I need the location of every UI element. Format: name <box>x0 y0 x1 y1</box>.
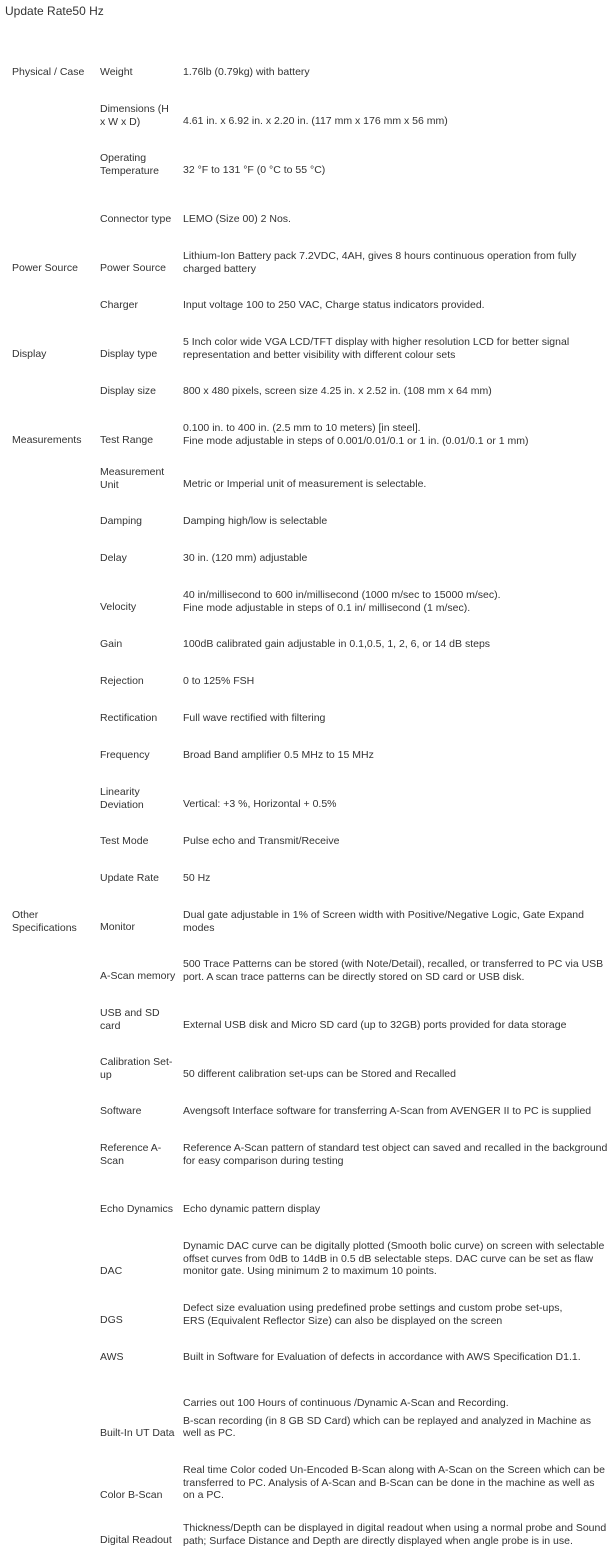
spec-value-text: Defect size evaluation using predefined probe settings and custom probe set-ups, ERS (Equivalent Reflector Size) can also be displayed on the screen <box>183 1302 563 1327</box>
spec-value <box>183 712 608 725</box>
spec-row <box>0 1286 614 1335</box>
spec-label: Software <box>100 1105 142 1117</box>
spec-value <box>183 909 608 934</box>
spec-value-text: Carries out 100 Hours of continuous /Dynamic A-Scan and Recording. <box>183 1397 509 1409</box>
spec-row <box>0 942 614 991</box>
spec-row <box>0 1372 614 1448</box>
spec-label: Weight <box>100 66 133 78</box>
spec-value-text: Thickness/Depth can be displayed in digital readout when using a normal probe and Sound path; Surface Distance and Depth are directly displayed when angle probe is in use. <box>183 1522 607 1547</box>
spec-row <box>0 1040 614 1089</box>
spec-label: USB and SD card <box>100 1007 160 1032</box>
spec-value-text: 5 Inch color wide VGA LCD/TFT display with higher resolution LCD for better signal representation and better visibility with different colour sets <box>183 336 570 361</box>
spec-category: Physical / Case <box>12 66 85 78</box>
spec-label: Monitor <box>100 921 136 933</box>
spec-value <box>183 958 608 983</box>
spec-label: Echo Dynamics <box>100 1203 173 1215</box>
spec-label: AWS <box>100 1351 124 1363</box>
spec-value-text: 0 to 125% FSH <box>183 675 255 687</box>
spec-row <box>0 622 614 659</box>
spec-row <box>0 136 614 185</box>
spec-row <box>0 1126 614 1175</box>
spec-row <box>0 455 614 499</box>
spec-value-text: Dynamic DAC curve can be digitally plotted (Smooth bolic curve) on screen with selectable offset curves from 0dB to 14dB in 0.5 dB selectable steps. DAC curve can be set as flaw monitor gate. Using minimum 2 to maximum 10 points. <box>183 1240 605 1277</box>
spec-value-text: Dual gate adjustable in 1% of Screen width with Positive/Negative Logic, Gate Expand modes <box>183 909 584 934</box>
spec-value <box>183 1105 608 1118</box>
spec-value-text: Real time Color coded Un-Encoded B-Scan along with A-Scan on the Screen which can be transferred to PC. Analysis of A-Scan and B-Scan can be done in the machine as well as on a PC. <box>183 1464 605 1501</box>
spec-row <box>0 733 614 770</box>
spec-value-text: Echo dynamic pattern display <box>183 1203 321 1215</box>
spec-label: A-Scan memory <box>100 970 176 982</box>
spec-label: Connector type <box>100 213 172 225</box>
spec-category: Measurements <box>12 434 82 446</box>
spec-row <box>0 659 614 696</box>
spec-value-text: Pulse echo and Transmit/Receive <box>183 835 340 847</box>
spec-label: Damping <box>100 515 143 527</box>
spec-value <box>183 872 608 885</box>
spec-row <box>0 185 614 234</box>
spec-category: Other Specifications <box>12 909 77 934</box>
spec-label: Update Rate <box>100 872 159 884</box>
spec-value <box>183 1142 608 1167</box>
spec-row <box>0 234 614 283</box>
spec-value <box>183 675 608 688</box>
spec-value-text: Input voltage 100 to 250 VAC, Charge status indicators provided. <box>183 299 485 311</box>
spec-label: Rectification <box>100 712 158 724</box>
spec-row <box>0 406 614 455</box>
spec-value <box>183 589 608 614</box>
spec-label: Display type <box>100 348 158 360</box>
spec-label: Test Range <box>100 434 154 446</box>
spec-value-text: Full wave rectified with filtering <box>183 712 326 724</box>
spec-value <box>183 552 608 565</box>
spec-label: Gain <box>100 638 123 650</box>
spec-value-text: 500 Trace Patterns can be stored (with Note/Detail), recalled, or transferred to PC via USB port. A scan trace patterns can be directly stored on SD card or USB disk. <box>183 958 604 983</box>
spec-value <box>183 1019 608 1032</box>
spec-value-text: 4.61 in. x 6.92 in. x 2.20 in. (117 mm x 176 mm x 56 mm) <box>183 115 448 127</box>
spec-value-text: 32 °F to 131 °F (0 °C to 55 °C) <box>183 164 326 176</box>
spec-label: Color B-Scan <box>100 1489 163 1501</box>
spec-row <box>0 87 614 136</box>
spec-value-text: External USB disk and Micro SD card (up to 32GB) ports provided for data storage <box>183 1019 567 1031</box>
spec-value-text: Built in Software for Evaluation of defects in accordance with AWS Specification D1.1. <box>183 1351 581 1363</box>
spec-value <box>183 478 608 491</box>
spec-row <box>0 1335 614 1372</box>
spec-row <box>0 1224 614 1286</box>
spec-value <box>183 1522 608 1547</box>
spec-row <box>0 1175 614 1224</box>
spec-value <box>183 250 608 275</box>
spec-value-text: 30 in. (120 mm) adjustable <box>183 552 308 564</box>
spec-value <box>183 1397 608 1440</box>
spec-value <box>183 299 608 312</box>
spec-value <box>183 749 608 762</box>
spec-label: Test Mode <box>100 835 149 847</box>
spec-value <box>183 1302 608 1327</box>
spec-label: DAC <box>100 1265 123 1277</box>
spec-label: Velocity <box>100 601 137 613</box>
spec-row <box>0 856 614 893</box>
spec-row <box>0 819 614 856</box>
spec-value-text: Damping high/low is selectable <box>183 515 328 527</box>
spec-label: Built-In UT Data <box>100 1427 175 1439</box>
spec-value-text: Lithium-Ion Battery pack 7.2VDC, 4AH, gives 8 hours continuous operation from fully charged battery <box>183 250 577 275</box>
spec-value <box>183 1464 608 1502</box>
spec-value <box>183 1351 608 1364</box>
spec-value <box>183 213 608 226</box>
spec-label: Reference A-Scan <box>100 1142 162 1167</box>
spec-row <box>0 1510 614 1555</box>
spec-value <box>183 164 608 177</box>
spec-value <box>183 638 608 651</box>
spec-row <box>0 499 614 536</box>
spec-value <box>183 515 608 528</box>
spec-row <box>0 573 614 622</box>
spec-value-text: B-scan recording (in 8 GB SD Card) which can be replayed and analyzed in Machine as well as PC. <box>183 1414 591 1439</box>
spec-row <box>0 696 614 733</box>
spec-row <box>0 893 614 942</box>
spec-row <box>0 991 614 1040</box>
spec-category: Power Source <box>12 262 78 274</box>
spec-value <box>183 1068 608 1081</box>
spec-value-text: 50 different calibration set-ups can be Stored and Recalled <box>183 1068 456 1080</box>
spec-row <box>0 1089 614 1126</box>
page-title-value: 50 Hz <box>72 4 104 18</box>
spec-value <box>183 798 608 811</box>
spec-row <box>0 369 614 406</box>
spec-category: Display <box>12 348 47 360</box>
spec-label: Charger <box>100 299 138 311</box>
spec-value <box>183 1203 608 1216</box>
spec-label: Digital Readout <box>100 1534 172 1546</box>
page-title <box>5 3 104 19</box>
spec-value-text: LEMO (Size 00) 2 Nos. <box>183 213 291 225</box>
spec-value-text: 50 Hz <box>183 872 211 884</box>
spec-value <box>183 385 608 398</box>
spec-row <box>0 283 614 320</box>
spec-value-text: Broad Band amplifier 0.5 MHz to 15 MHz <box>183 749 374 761</box>
spec-label: Display size <box>100 385 157 397</box>
spec-value-text: 0.100 in. to 400 in. (2.5 mm to 10 meters) [in steel]. Fine mode adjustable in steps of 0.001/0.01/0.1 or 1 in. (0.01/0.1 or 1 mm) <box>183 422 529 447</box>
spec-value-text: Avengsoft Interface software for transferring A-Scan from AVENGER II to PC is supplied <box>183 1105 592 1117</box>
spec-label: Linearity Deviation <box>100 786 144 811</box>
spec-row <box>0 38 614 87</box>
spec-label: Power Source <box>100 262 166 274</box>
spec-value <box>183 1240 608 1278</box>
spec-label: Frequency <box>100 749 150 761</box>
spec-label: Rejection <box>100 675 144 687</box>
spec-value-text: 40 in/millisecond to 600 in/millisecond (1000 m/sec to 15000 m/sec). Fine mode adjustable in steps of 0.1 in/ millisecond (1 m/sec). <box>183 589 501 614</box>
spec-label: Dimensions (H x W x D) <box>100 103 169 128</box>
spec-value-text: Reference A-Scan pattern of standard test object can saved and recalled in the background for easy comparison during testing <box>183 1142 608 1167</box>
spec-row <box>0 536 614 573</box>
spec-value-text: Metric or Imperial unit of measurement is selectable. <box>183 478 427 490</box>
spec-value <box>183 115 608 128</box>
spec-label: Operating Temperature <box>100 152 159 177</box>
spec-value-text: Vertical: +3 %, Horizontal + 0.5% <box>183 798 337 810</box>
spec-value <box>183 336 608 361</box>
spec-value <box>183 66 608 79</box>
spec-value-text: 800 x 480 pixels, screen size 4.25 in. x 2.52 in. (108 mm x 64 mm) <box>183 385 492 397</box>
spec-label: Measurement Unit <box>100 466 165 491</box>
spec-label: Calibration Set-up <box>100 1056 173 1081</box>
spec-label: Delay <box>100 552 127 564</box>
page-title-label: Update Rate <box>5 4 73 18</box>
spec-value-text: 100dB calibrated gain adjustable in 0.1,0.5, 1, 2, 6, or 14 dB steps <box>183 638 491 650</box>
spec-value-text: 1.76lb (0.79kg) with battery <box>183 66 310 78</box>
spec-row <box>0 770 614 819</box>
spec-label: DGS <box>100 1314 123 1326</box>
spec-value <box>183 422 608 447</box>
spec-row <box>0 1448 614 1510</box>
spec-row <box>0 320 614 369</box>
spec-value <box>183 835 608 848</box>
